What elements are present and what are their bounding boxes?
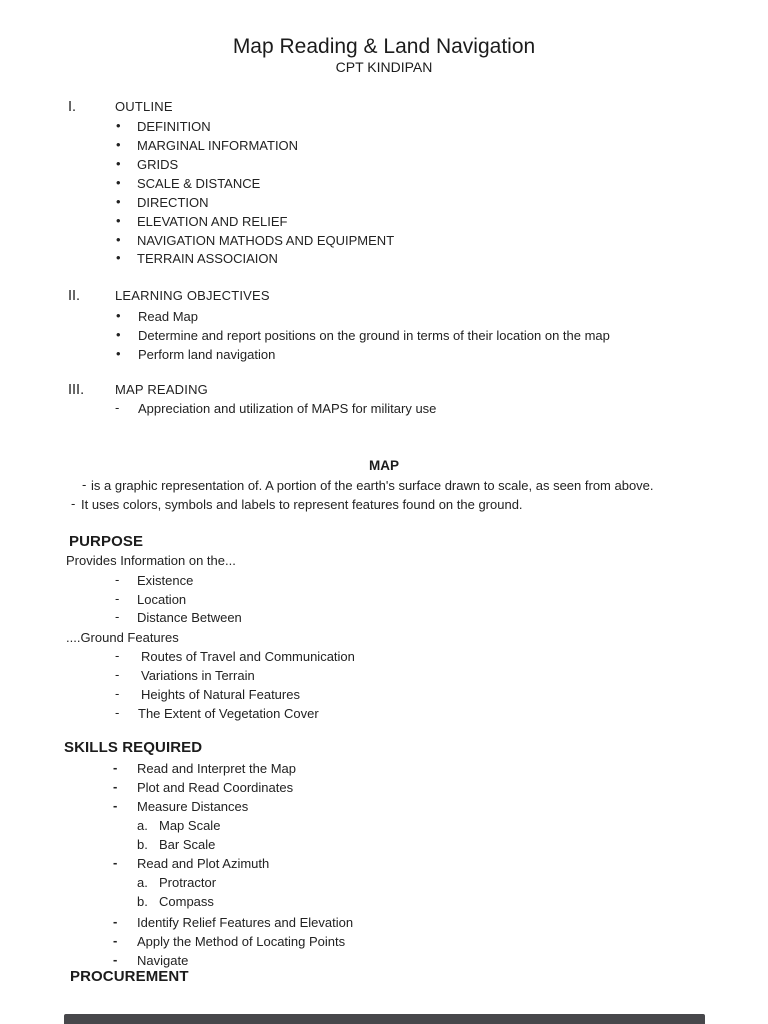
list-item: Apply the Method of Locating Points xyxy=(137,934,346,949)
page-subtitle: CPT KINDIPAN xyxy=(335,59,433,75)
section-numeral: III. xyxy=(68,382,85,398)
list-item: Determine and report positions on the ground in terms of their location on the map xyxy=(138,328,610,343)
letter-marker: b. xyxy=(137,837,148,852)
dash-icon: - xyxy=(82,477,87,492)
purpose-intro: Provides Information on the... xyxy=(66,553,236,568)
dash-icon: - xyxy=(115,591,120,606)
dash-icon: - xyxy=(113,798,118,813)
dash-icon: - xyxy=(113,952,118,967)
bullet-icon: • xyxy=(116,194,121,209)
bullet-icon: • xyxy=(116,175,121,190)
dash-icon: - xyxy=(115,609,120,624)
dash-icon: - xyxy=(115,400,120,415)
map-heading: MAP xyxy=(369,458,399,473)
bullet-icon: • xyxy=(116,156,121,171)
list-item: NAVIGATION MATHODS AND EQUIPMENT xyxy=(137,233,395,248)
list-item: Variations in Terrain xyxy=(141,668,255,683)
bullet-icon: • xyxy=(116,346,121,361)
dash-icon: - xyxy=(115,705,120,720)
bullet-icon: • xyxy=(116,308,121,323)
list-item: Read Map xyxy=(138,309,198,324)
section-numeral: I. xyxy=(68,99,77,115)
skills-heading: SKILLS REQUIRED xyxy=(64,739,203,756)
list-item: Read and Plot Azimuth xyxy=(137,856,270,871)
list-item: GRIDS xyxy=(137,157,179,172)
bullet-icon: • xyxy=(116,232,121,247)
list-item: Heights of Natural Features xyxy=(141,687,300,702)
list-item: DIRECTION xyxy=(137,195,209,210)
section-heading-outline: OUTLINE xyxy=(115,99,173,114)
list-item: Distance Between xyxy=(137,610,242,625)
dash-icon: - xyxy=(113,779,118,794)
list-item: MARGINAL INFORMATION xyxy=(137,138,299,153)
section-heading-learning-objectives: LEARNING OBJECTIVES xyxy=(115,288,270,303)
bullet-icon: • xyxy=(116,250,121,265)
dash-icon: - xyxy=(115,572,120,587)
list-item: Navigate xyxy=(137,953,189,968)
list-item: Protractor xyxy=(159,875,217,890)
bullet-icon: • xyxy=(116,213,121,228)
list-item: Existence xyxy=(137,573,194,588)
list-item: Routes of Travel and Communication xyxy=(141,649,355,664)
section-heading-map-reading: MAP READING xyxy=(115,382,208,397)
dash-icon: - xyxy=(71,496,76,511)
list-item: Measure Distances xyxy=(137,799,249,814)
map-definition-line: is a graphic representation of. A portion of the earth's surface drawn to scale, as seen from above. xyxy=(91,478,654,493)
list-item: Identify Relief Features and Elevation xyxy=(137,915,354,930)
letter-marker: a. xyxy=(137,818,148,833)
list-item: Bar Scale xyxy=(159,837,216,852)
list-item: DEFINITION xyxy=(137,119,211,134)
bottom-bar[interactable] xyxy=(64,1014,705,1024)
section-numeral: II. xyxy=(68,288,81,304)
list-item: Location xyxy=(137,592,187,607)
list-item: Plot and Read Coordinates xyxy=(137,780,294,795)
dash-icon: - xyxy=(115,667,120,682)
letter-marker: b. xyxy=(137,894,148,909)
bullet-icon: • xyxy=(116,118,121,133)
dash-icon: - xyxy=(113,760,118,775)
list-item: Appreciation and utilization of MAPS for military use xyxy=(138,401,437,416)
dash-icon: - xyxy=(113,914,118,929)
dash-icon: - xyxy=(115,686,120,701)
list-item: Map Scale xyxy=(159,818,221,833)
bullet-icon: • xyxy=(116,327,121,342)
letter-marker: a. xyxy=(137,875,148,890)
list-item: Compass xyxy=(159,894,214,909)
list-item: Perform land navigation xyxy=(138,347,276,362)
procurement-heading: PROCUREMENT xyxy=(70,968,189,985)
dash-icon: - xyxy=(115,648,120,663)
purpose-heading: PURPOSE xyxy=(69,533,144,550)
dash-icon: - xyxy=(113,855,118,870)
bullet-icon: • xyxy=(116,137,121,152)
map-definition-line: It uses colors, symbols and labels to represent features found on the ground. xyxy=(81,497,523,512)
ground-features-label: ....Ground Features xyxy=(66,630,179,645)
list-item: Read and Interpret the Map xyxy=(137,761,296,776)
list-item: TERRAIN ASSOCIAION xyxy=(137,251,278,266)
list-item: The Extent of Vegetation Cover xyxy=(138,706,319,721)
list-item: ELEVATION AND RELIEF xyxy=(137,214,288,229)
list-item: SCALE & DISTANCE xyxy=(137,176,261,191)
page-title: Map Reading & Land Navigation xyxy=(232,35,536,58)
dash-icon: - xyxy=(113,933,118,948)
